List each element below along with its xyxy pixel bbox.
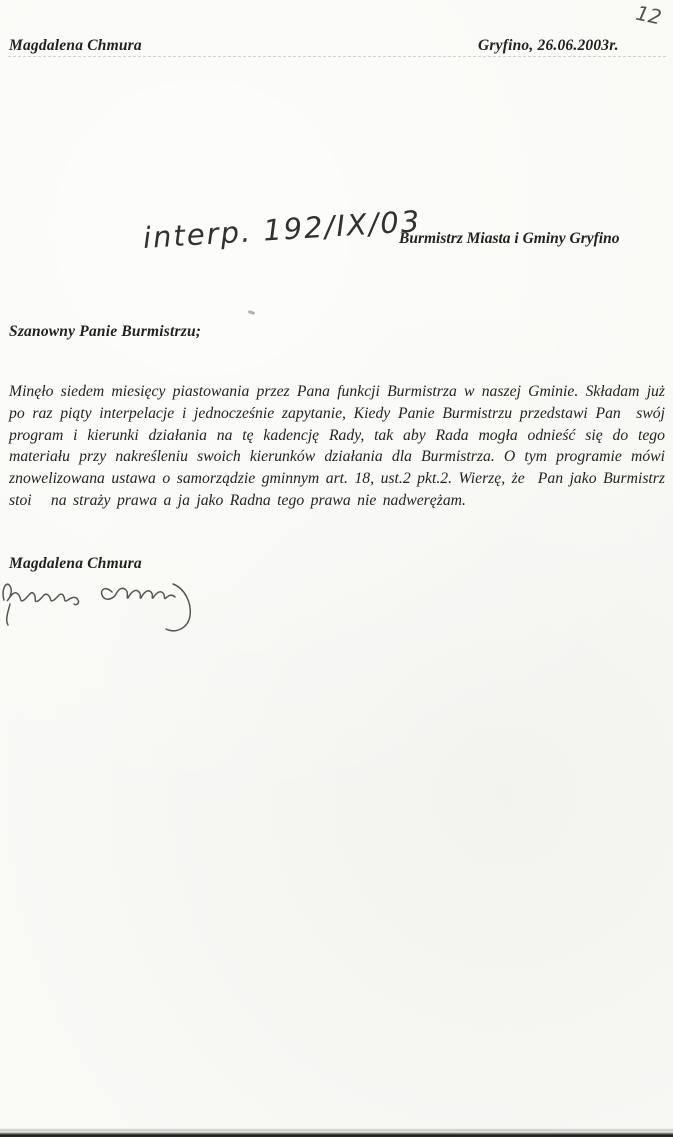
sender-name: Magdalena Chmura [9,37,142,54]
letter-body: Minęło siedem miesięcy piastowania przez Pana funkcji Burmistrza w naszej Gminie. Składam już po raz piąty interpelacje i jednocześnie zapytanie, Kiedy Panie Burmistrzu przedstawi Pan swój program i kierunki działania na tę kadencję Rady, tak aby Rada mogła odnieść się do tego materiału przy nakreśleniu swoich kierunków działania dla Burmistrza. O tym programie mówi znowelizowana ustawa o samorządzie gminnym art. 18, ust.2 pkt.2. Wierzę, że Pan jako Burmistrz stoi na straży prawa a ja jako Radna tego prawa nie nadwerężam. [9,383,672,509]
scan-artifact-line [8,56,666,57]
signature-descender-stroke [7,604,10,625]
handwritten-signature [0,570,230,655]
scan-bottom-edge [0,1128,673,1137]
scan-speck [248,310,256,315]
signature-first-word-stroke [3,584,78,604]
handwritten-interpelation-reference: interp. 192/IX/03 [142,203,423,255]
signature-second-word-stroke [102,588,175,599]
salutation: Szanowny Panie Burmistrzu; [9,323,202,340]
handwritten-page-number: 12 [633,0,664,30]
signature-flourish-curve [166,584,190,631]
recipient-title: Burmistrz Miasta i Gminy Gryfino [399,230,620,247]
signature-printed-name: Magdalena Chmura [9,555,142,572]
place-and-date: Gryfino, 26.06.2003r. [478,37,619,54]
